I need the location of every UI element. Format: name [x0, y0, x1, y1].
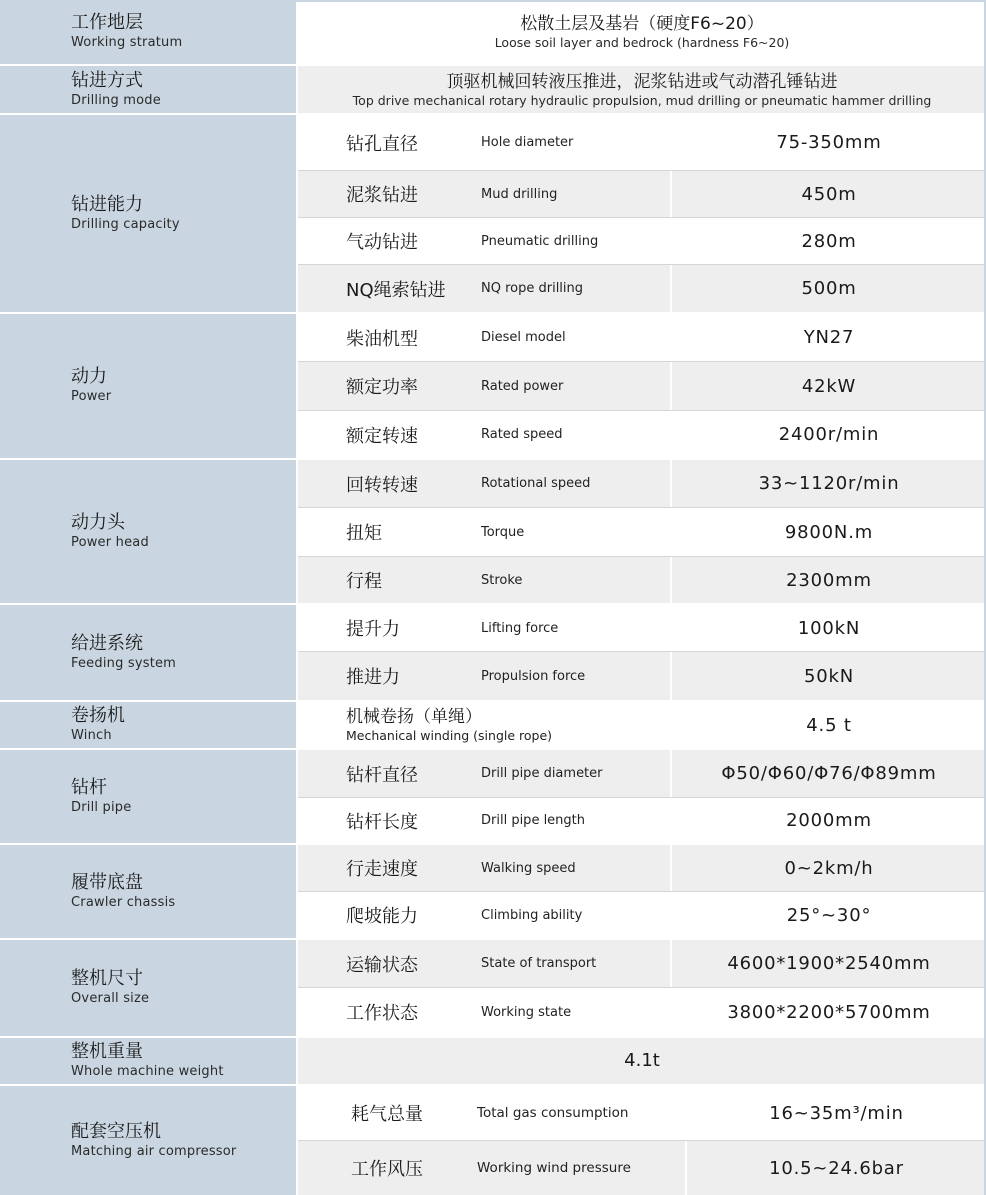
param-value: 50kN	[670, 652, 986, 700]
param-en: Total gas consumption	[477, 1105, 629, 1121]
row-label-power-head	[0, 460, 296, 603]
param-en: Lifting force	[481, 620, 559, 636]
label-zh: 钻进方式	[71, 69, 143, 91]
label-zh: 配套空压机	[71, 1120, 161, 1142]
row-label-winch	[0, 702, 296, 748]
param-en: Torque	[481, 524, 525, 540]
param-value: 42kW	[670, 362, 986, 410]
param-zh: 柴油机型	[346, 328, 418, 350]
label-en: Drilling capacity	[71, 216, 180, 232]
param-name	[346, 702, 552, 748]
row-label-drilling-mode	[0, 66, 296, 113]
param-en: Rotational speed	[481, 476, 591, 491]
param-value: Φ50/Φ60/Φ76/Φ89mm	[670, 750, 986, 797]
row-label-drilling-capacity	[0, 115, 296, 312]
param-zh: NQ绳索钻进	[346, 279, 446, 301]
param-zh: 爬坡能力	[346, 906, 418, 927]
label-zh: 整机尺寸	[71, 968, 143, 989]
label-zh: 钻杆	[71, 776, 107, 798]
spec-row-stroke	[298, 557, 986, 603]
param-zh: 耗气总量	[351, 1104, 423, 1125]
param-zh: 额定转速	[346, 425, 418, 447]
param-zh: 钻杆长度	[346, 811, 418, 833]
param-value: 25°~30°	[670, 892, 986, 938]
spec-row-climbing-ability	[298, 892, 986, 938]
spec-row-torque	[298, 508, 986, 556]
param-en: Working state	[481, 1004, 572, 1020]
spec-row-drill-pipe-diameter	[298, 750, 986, 797]
param-en: Rated speed	[481, 427, 563, 442]
param-en: NQ rope drilling	[481, 281, 584, 296]
spec-row-propulsion-force	[298, 652, 986, 700]
param-zh: 工作状态	[346, 1003, 418, 1024]
label-en: Whole machine weight	[71, 1064, 224, 1079]
param-value: 100kN	[670, 605, 986, 651]
param-value: 16~35m³/min	[685, 1086, 986, 1140]
param-zh: 提升力	[346, 619, 400, 640]
label-en: Power	[71, 389, 112, 404]
label-en: Working stratum	[71, 35, 183, 50]
param-value: 10.5~24.6bar	[685, 1141, 986, 1195]
label-zh: 卷扬机	[71, 705, 125, 726]
spec-row-total-gas-consumption	[298, 1086, 986, 1140]
param-zh: 机械卷扬（单绳）	[346, 706, 482, 727]
row-label-drill-pipe	[0, 750, 296, 843]
row-label-crawler-chassis	[0, 845, 296, 938]
param-value: 4600*1900*2540mm	[670, 940, 986, 987]
param-zh: 额定功率	[346, 377, 418, 398]
param-en: Propulsion force	[481, 668, 586, 684]
value-en: Top drive mechanical rotary hydraulic propulsion, mud drilling or pneumatic hammer drilling	[352, 92, 932, 108]
param-value: 500m	[670, 265, 986, 312]
param-en: Mechanical winding (single rope)	[346, 727, 553, 743]
label-en: Matching air compressor	[71, 1143, 237, 1159]
param-zh: 钻杆直径	[346, 764, 418, 786]
param-zh: 钻孔直径	[346, 133, 418, 155]
param-value: 33~1120r/min	[670, 460, 986, 507]
param-zh: 推进力	[346, 667, 400, 688]
param-zh: 行程	[346, 571, 382, 592]
row-value-whole-machine-weight	[298, 1038, 986, 1084]
label-zh: 给进系统	[71, 632, 143, 654]
label-en: Crawler chassis	[71, 894, 176, 910]
param-zh: 工作风压	[351, 1159, 423, 1180]
param-value: 2000mm	[670, 798, 986, 843]
spec-row-state-of-transport	[298, 940, 986, 987]
param-en: Hole diameter	[481, 135, 574, 150]
spec-row-nq-rope-drilling	[298, 265, 986, 312]
label-zh: 履带底盘	[71, 871, 143, 893]
param-value: 0~2km/h	[670, 845, 986, 891]
label-en: Drill pipe	[71, 799, 132, 815]
row-label-feeding-system	[0, 605, 296, 700]
spec-row-walking-speed	[298, 845, 986, 891]
row-label-whole-machine-weight	[0, 1038, 296, 1084]
value-zh: 松散土层及基岩（硬度F6~20）	[520, 14, 764, 34]
label-zh: 整机重量	[71, 1041, 143, 1062]
param-en: Pneumatic drilling	[481, 233, 599, 249]
label-en: Drilling mode	[71, 92, 161, 108]
param-zh: 扭矩	[346, 523, 382, 544]
spec-row-mud-drilling	[298, 171, 986, 217]
spec-row-working-state	[298, 988, 986, 1036]
value-zh: 4.1t	[624, 1050, 660, 1071]
spec-row-rated-power	[298, 362, 986, 410]
spec-row-working-wind-pressure	[298, 1141, 986, 1195]
param-en: Mud drilling	[481, 186, 558, 202]
row-value-working-stratum	[298, 0, 986, 64]
spec-row-rated-speed	[298, 411, 986, 458]
spec-row-rotational-speed	[298, 460, 986, 507]
spec-row-diesel-model	[298, 314, 986, 361]
param-value: 4.5 t	[670, 702, 986, 748]
spec-row-lifting-force	[298, 605, 986, 651]
column-divider	[296, 0, 298, 1195]
label-en: Power head	[71, 534, 149, 550]
param-en: Working wind pressure	[477, 1160, 631, 1176]
param-value: 75-350mm	[670, 115, 986, 170]
param-en: Drill pipe diameter	[481, 766, 603, 781]
param-zh: 运输状态	[346, 954, 418, 976]
param-zh: 行走速度	[346, 859, 418, 880]
value-en: Loose soil layer and bedrock (hardness F6~20)	[494, 35, 790, 50]
param-en: Drill pipe length	[481, 813, 586, 828]
param-value: 280m	[670, 218, 986, 264]
label-zh: 动力	[71, 366, 107, 387]
param-value: 2400r/min	[670, 411, 986, 458]
param-zh: 回转转速	[346, 474, 418, 496]
row-label-matching-air-compressor	[0, 1086, 296, 1195]
value-zh: 顶驱机械回转液压推进，泥浆钻进或气动潜孔锤钻进	[446, 71, 838, 92]
param-value: 2300mm	[670, 557, 986, 603]
param-value: 9800N.m	[670, 508, 986, 556]
param-value: 450m	[670, 171, 986, 217]
label-zh: 工作地层	[71, 12, 143, 33]
param-en: State of transport	[481, 956, 597, 971]
param-zh: 气动钻进	[346, 232, 418, 253]
param-value: YN27	[670, 314, 986, 361]
label-en: Feeding system	[71, 655, 177, 671]
label-en: Winch	[71, 728, 112, 743]
top-border	[0, 0, 986, 2]
row-label-working-stratum	[0, 0, 296, 64]
param-en: Diesel model	[481, 330, 566, 345]
label-zh: 动力头	[71, 511, 125, 533]
param-en: Stroke	[481, 572, 523, 588]
param-en: Climbing ability	[481, 907, 583, 923]
label-en: Overall size	[71, 991, 150, 1006]
row-value-drilling-mode	[298, 66, 986, 113]
spec-row-hole-diameter	[298, 115, 986, 170]
spec-row-pneumatic-drilling	[298, 218, 986, 264]
param-value: 3800*2200*5700mm	[670, 988, 986, 1036]
spec-row-drill-pipe-length	[298, 798, 986, 843]
param-en: Walking speed	[481, 860, 576, 876]
row-label-power	[0, 314, 296, 458]
spec-row-mechanical-winding	[298, 702, 986, 748]
param-zh: 泥浆钻进	[346, 185, 418, 206]
row-label-overall-size	[0, 940, 296, 1036]
param-en: Rated power	[481, 378, 564, 394]
label-zh: 钻进能力	[71, 193, 143, 215]
